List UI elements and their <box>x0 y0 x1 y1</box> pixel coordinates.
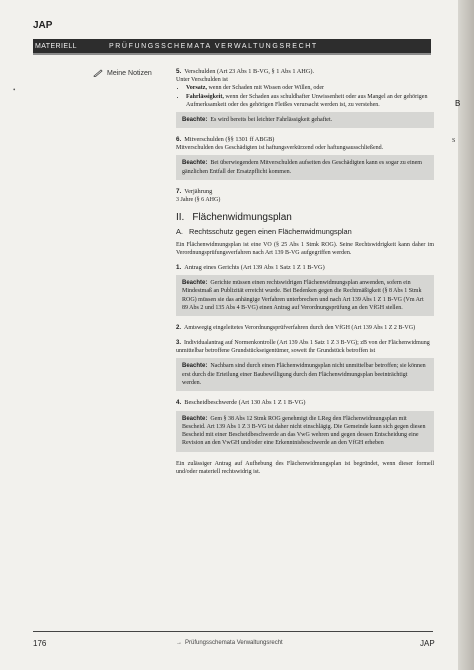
item-title: Mitverschulden (§§ 1301 ff ABGB) <box>184 135 275 143</box>
section-label: MATERIELL <box>35 42 77 50</box>
item-number: 4. <box>176 399 182 407</box>
note-text: Bei überwiegendem Mitverschulden aufseiten des Geschädigten kann es sogar zu einem gänzlichen Entfall der Ersatzpflicht kommen. <box>182 160 422 175</box>
note-label: Beachte: <box>182 116 208 123</box>
point-4 <box>176 399 434 452</box>
item-number: 3. <box>176 340 182 347</box>
bullet-text: wenn der Schaden aus schuldhafter Unwissenheit oder aus Mangel an der gehörigen Aufmerksamkeit oder des gehörigen Fleißes verursacht werden ist, zu verstehen. <box>186 93 428 108</box>
note-text: Es wird bereits bei leichter Fahrlässigkeit gehaftet. <box>210 116 333 123</box>
item-title: Verjährung <box>184 187 213 195</box>
notes-text: Meine Notizen <box>107 69 152 77</box>
section-6 <box>176 136 434 180</box>
notes-label <box>93 69 152 77</box>
item-title: Antrag eines Gerichts (Art 139 Abs 1 Satz 1 Z 1 B-VG) <box>184 263 325 271</box>
item-number: 1. <box>176 263 182 271</box>
item-text: 3 Jahre (§ 6 AHG) <box>176 197 221 204</box>
point-2 <box>176 324 434 332</box>
chapter-number: II. <box>176 212 185 224</box>
brand-logo: JAP <box>33 20 53 31</box>
next-page-fragment: S <box>452 138 456 144</box>
note-box <box>176 155 434 180</box>
list-item <box>186 84 434 92</box>
item-number: 7. <box>176 187 182 195</box>
bullet-term: Fahrlässigkeit, <box>186 93 224 100</box>
note-box <box>176 275 434 316</box>
next-page-letter: B <box>455 99 461 108</box>
note-label: Beachte: <box>182 415 208 422</box>
list-item <box>186 93 434 109</box>
intro-paragraph: Ein Flächenwidmungsplan ist eine VO (§ 25 Abs 1 Stmk ROG). Seine Rechtswidrigkeit kann daher im Verordnungsprüfungsverfahren nach Art 139 B-VG aufgegriffen werden. <box>176 241 434 256</box>
subheading <box>176 227 434 237</box>
chapter-heading <box>176 211 434 224</box>
margin-dot: • <box>13 86 16 94</box>
note-box <box>176 358 434 391</box>
section-5 <box>176 68 434 128</box>
note-label: Beachte: <box>182 280 208 287</box>
note-text: Gem § 38 Abs 12 Stmk ROG genehmigt die LReg den Flächenwidmungsplan mit Bescheid. Art 139 Abs 1 Z 3 B-VG ist daher nicht einschlägig. Die Gemeinde kann sich gegen diesen Bescheid mit einer Bescheidbeschwerde an das VwG wehren und gegen dessen Entscheidung eine Revision an den VwGH und/oder eine Erkenntnisbeschwerde an den VfGH erheben <box>182 415 426 447</box>
arrow-icon: → <box>176 640 182 646</box>
item-text: Amtswegig eingeleitetes Verordnungsprüfverfahren durch den VfGH (Art 139 Abs 1 Z 2 B-VG) <box>184 325 416 332</box>
section-7 <box>176 188 434 204</box>
next-page-edge <box>458 0 474 670</box>
subheading-title: Rechtsschutz gegen einen Flächenwidmungsplan <box>188 226 352 236</box>
point-1 <box>176 264 434 317</box>
note-label: Beachte: <box>182 363 208 370</box>
item-title: Verschulden (Art 23 Abs 1 B-VG, § 1 Abs 1 AHG). <box>184 68 315 75</box>
bullet-list <box>176 84 434 108</box>
note-box <box>176 112 434 128</box>
item-number: 2. <box>176 325 182 332</box>
chapter-name: Flächenwidmungsplan <box>192 212 292 224</box>
point-3 <box>176 339 434 391</box>
running-title: Prüfungsschemata Verwaltungsrecht <box>185 640 283 646</box>
item-text: Individualantrag auf Normenkontrolle (Art 139 Abs 1 Satz 1 Z 3 B-VG); zB von der Flächenwidmung unmittelbar betroffene Grundstückseigentümer, soweit ihr Grundstück betroffen ist <box>176 340 430 355</box>
note-text: Nachbarn sind durch einen Flächenwidmungsplan nicht unmittelbar betroffen; sie können erst durch die Erteilung einer Baubewilligung durch den Flächenwidmungsplan beeinträchtigt werden. <box>182 363 426 386</box>
pencil-icon <box>93 69 103 77</box>
bullet-term: Vorsatz, <box>186 85 207 92</box>
item-text: Unter Verschulden ist <box>176 77 228 84</box>
chapter-title: PRÜFUNGSSCHEMATA VERWALTUNGSRECHT <box>109 42 318 50</box>
item-number: 5. <box>176 68 182 75</box>
subheading-letter: A. <box>176 226 183 236</box>
footer-brand: JAP <box>420 639 435 648</box>
footer-rule <box>33 631 433 632</box>
main-content <box>176 68 434 483</box>
header-bar <box>33 39 431 55</box>
note-box <box>176 411 434 452</box>
running-footer <box>176 640 283 646</box>
note-text: Gerichte müssen einen rechtswidrigen Flächenwidmungsplan anwenden, sofern ein Mindestmaß an Publizität erreicht wurde. Bei Bedenken gegen die Rechtmäßigkeit (§ 8 Abs 1 Stmk ROG) müssen sie das anhängige Verfahren unterbrechen und nach Art 139 Abs 1 Z 1 B-VG (Vm Art 89 Abs 2 und 135 Abs 4 B-VG) einen Antrag auf Verordnungsprüfung an den VfGH stellen. <box>182 280 424 311</box>
item-title: Bescheidbeschwerde (Art 130 Abs 1 Z 1 B-VG) <box>184 399 306 407</box>
note-label: Beachte: <box>182 160 208 167</box>
page-number: 176 <box>33 639 47 648</box>
item-number: 6. <box>176 135 182 143</box>
item-text: Mitverschulden des Geschädigten ist haftungsverkürzend oder haftungsausschließend. <box>176 145 384 152</box>
closing-paragraph: Ein zulässiger Antrag auf Aufhebung des Flächenwidmungsplan ist begründet, wenn dieser formell und/oder materiell rechtswidrig ist. <box>176 460 434 475</box>
bullet-text: wenn der Schaden mit Wissen oder Willen, oder <box>206 85 325 92</box>
